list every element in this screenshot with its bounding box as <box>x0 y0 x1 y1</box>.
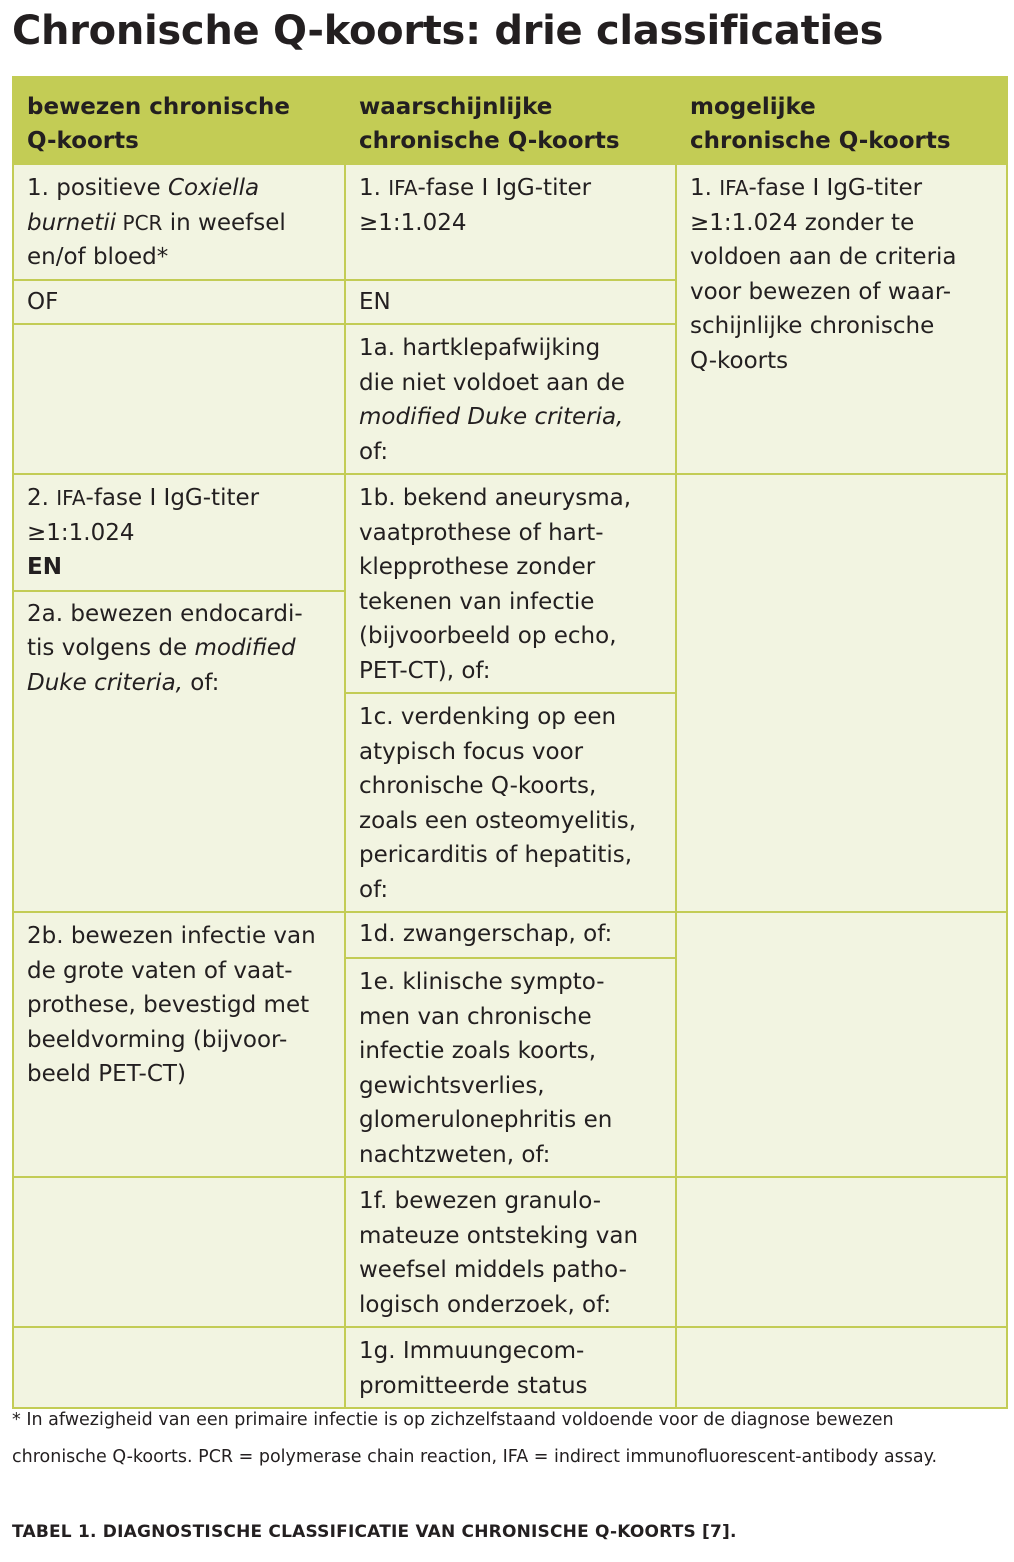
cell-text: zoals een osteomyelitis, <box>359 807 637 834</box>
cell-probable-1g <box>345 1327 676 1408</box>
cell-proven-2a <box>14 590 344 701</box>
cell-text: promitteerde status <box>359 1372 588 1399</box>
cell-text: 1b. bekend aneurysma, <box>359 485 632 511</box>
cell-text: 1c. verdenking op een <box>359 704 617 730</box>
cell-text: 2b. bewezen infectie van <box>27 923 316 949</box>
cell-text: pericarditis of hepatitis, <box>359 842 633 868</box>
cell-empty <box>676 1177 1007 1327</box>
cell-text: vaatprothese of hart- <box>359 519 604 546</box>
cell-text: logisch onderzoek, of: <box>359 1291 612 1318</box>
cell-text: glomerulonephritis en <box>359 1107 613 1133</box>
table-caption: TABEL 1. DIAGNOSTISCHE CLASSIFICATIE VAN CHRONISCHE Q-KOORTS [7]. <box>12 1522 737 1542</box>
cell-text: ≥1:1.024 <box>359 209 467 236</box>
abbrev-ifa: IFA <box>56 486 86 510</box>
abbrev-ifa: IFA <box>388 176 418 200</box>
table-row <box>13 474 1007 693</box>
cell-text: voor bewezen of waar- <box>690 278 952 305</box>
cell-text: of: <box>359 438 389 465</box>
cell-text: 1. <box>359 175 389 201</box>
cell-text: gewichtsverlies, <box>359 1072 545 1099</box>
cell-text: tis volgens de <box>27 635 195 661</box>
cell-text: schijnlijke chronische <box>690 313 935 339</box>
cell-text: mateuze ontsteking van <box>359 1222 639 1249</box>
cell-proven-of: OF <box>13 280 345 325</box>
page-title: Chronische Q-koorts: drie classificaties <box>12 8 884 54</box>
cell-text: -fase I IgG-titer <box>748 175 923 201</box>
cell-possible-1 <box>676 164 1007 474</box>
table-row <box>13 912 1007 958</box>
cell-proven-1 <box>13 164 345 280</box>
cell-empty <box>676 1327 1007 1408</box>
cell-text: 1. positieve <box>27 175 168 201</box>
cell-text: modified Duke criteria, <box>359 404 624 430</box>
cell-text: 2a. bewezen endocardi- <box>27 600 303 627</box>
abbrev-ifa: IFA <box>719 176 749 200</box>
footnote-line1: * In afwezigheid van een primaire infectie is op zichzelfstaand voldoende voor de diagnose bewezen <box>12 1410 894 1430</box>
cell-probable-1a <box>345 324 676 474</box>
cell-text: -fase I IgG-titer <box>85 485 260 511</box>
cell-text: 1a. hartklepafwijking <box>359 335 601 361</box>
footnote-line2: chronische Q-koorts. PCR = polymerase chain reaction, IFA = indirect immunofluorescent-antibody assay. <box>12 1447 938 1467</box>
header-proven <box>13 77 345 164</box>
header-probable-line2: chronische Q-koorts <box>359 128 620 154</box>
cell-text: en/of bloed* <box>27 244 169 270</box>
cell-text: beeldvorming (bijvoor- <box>27 1026 288 1053</box>
cell-text: Duke criteria, <box>27 669 183 696</box>
cell-text: of: <box>182 669 220 696</box>
cell-probable-1b <box>345 474 676 693</box>
cell-text: men van chronische <box>359 1003 592 1030</box>
cell-text: ≥1:1.024 <box>27 519 135 546</box>
cell-probable-1c <box>345 693 676 912</box>
cell-text: EN <box>27 554 62 580</box>
table-row <box>13 164 1007 280</box>
header-possible <box>676 77 1007 164</box>
cell-proven-2 <box>13 474 345 912</box>
cell-text: die niet voldoet aan de <box>359 369 625 396</box>
header-possible-line2: chronische Q-koorts <box>690 128 951 154</box>
cell-text: -fase I IgG-titer <box>417 175 592 201</box>
footnote <box>12 1402 1012 1476</box>
cell-empty <box>13 1327 345 1408</box>
cell-text: weefsel middels patho- <box>359 1257 627 1283</box>
cell-empty <box>676 474 1007 912</box>
cell-text: prothese, bevestigd met <box>27 992 310 1018</box>
cell-empty <box>13 1177 345 1327</box>
cell-probable-1e <box>345 958 676 1177</box>
cell-text: 1. <box>690 175 720 201</box>
cell-probable-1d: 1d. zwangerschap, of: <box>345 912 676 958</box>
cell-text: (bijvoorbeeld op echo, <box>359 623 617 649</box>
cell-empty <box>676 912 1007 1177</box>
cell-text: beeld PET-CT) <box>27 1061 186 1087</box>
cell-probable-1f <box>345 1177 676 1327</box>
cell-probable-1 <box>345 164 676 280</box>
cell-text: klepprothese zonder <box>359 554 596 580</box>
header-probable-line1: waarschijnlijke <box>359 94 553 120</box>
header-proven-line1: bewezen chronische <box>27 94 290 120</box>
cell-text: in weefsel <box>162 209 286 236</box>
cell-text: modified <box>194 635 296 661</box>
cell-proven-2b <box>13 912 345 1177</box>
header-row <box>13 77 1007 164</box>
cell-text: 1e. klinische sympto- <box>359 969 605 995</box>
cell-text: PET-CT), of: <box>359 657 491 684</box>
cell-text: Q-koorts <box>690 347 789 374</box>
cell-text: ≥1:1.024 zonder te <box>690 209 915 236</box>
cell-text: atypisch focus voor <box>359 738 584 765</box>
header-possible-line1: mogelijke <box>690 94 816 120</box>
cell-text: 2. <box>27 485 57 511</box>
cell-text: infectie zoals koorts, <box>359 1038 597 1064</box>
table-row <box>13 1327 1007 1408</box>
cell-empty <box>13 324 345 474</box>
cell-text: of: <box>359 876 389 903</box>
header-proven-line2: Q-koorts <box>27 128 139 154</box>
cell-text: chronische Q-koorts, <box>359 773 597 799</box>
cell-text: 1g. Immuungecom- <box>359 1338 585 1364</box>
header-probable <box>345 77 676 164</box>
cell-text: burnetii <box>27 209 117 236</box>
cell-text: voldoen aan de criteria <box>690 244 957 270</box>
cell-text: 1f. bewezen granulo- <box>359 1188 601 1214</box>
classification-table <box>12 76 1008 1409</box>
abbrev-pcr: PCR <box>116 210 163 235</box>
cell-text: tekenen van infectie <box>359 588 595 615</box>
cell-text: de grote vaten of vaat- <box>27 957 293 984</box>
cell-text: Coxiella <box>167 175 260 201</box>
cell-probable-en: EN <box>345 280 676 325</box>
table-row <box>13 1177 1007 1327</box>
cell-text: nachtzweten, of: <box>359 1141 551 1168</box>
